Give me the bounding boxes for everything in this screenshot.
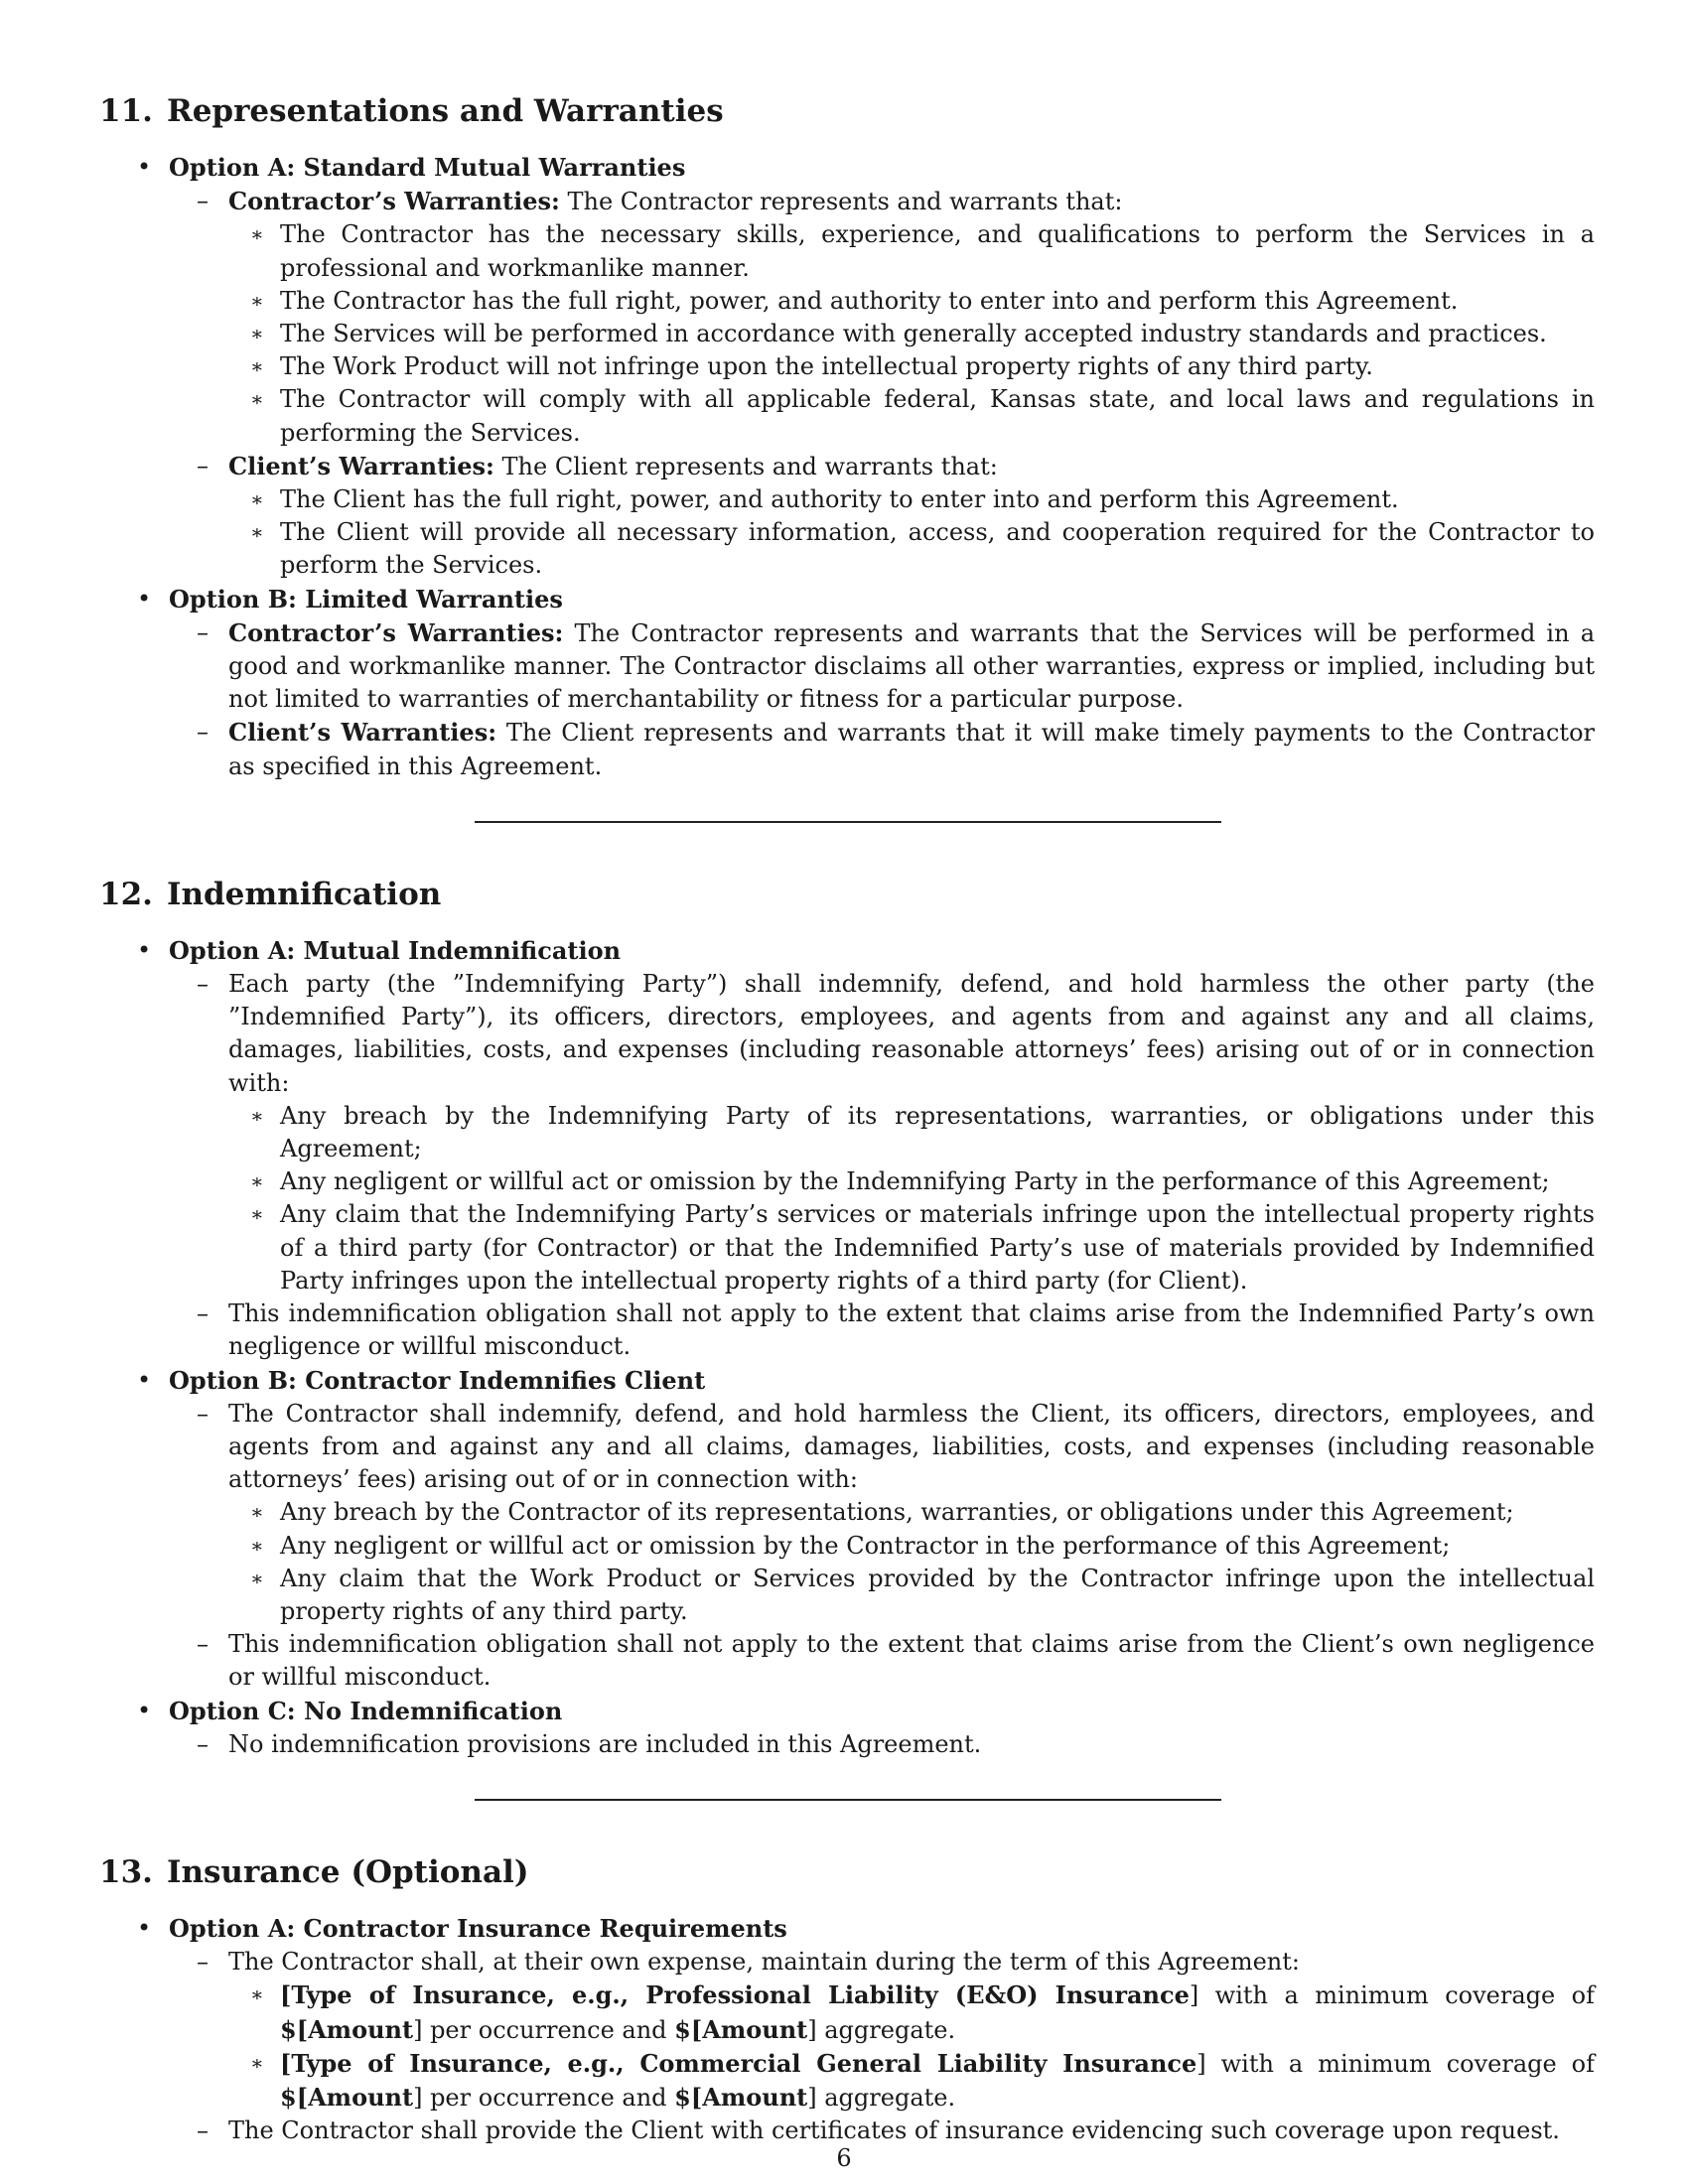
section-heading: 11. Representations and Warranties [99,93,724,129]
dash-icon: – [197,1299,209,1328]
subclause-item: ∗ The Services will be performed in accordance with generally accepted industry standards and practices. [99,318,1595,350]
subclause-item: ∗ Any negligent or willful act or omission by the Indemnifying Party in the performance of this Agreement; [99,1165,1595,1198]
clause-item: – The Contractor shall indemnify, defend, and hold harmless the Client, its officers, directors, employees, and agents from and against any and all claims, damages, liabilities, costs, and expenses (including reasonable attorneys’ fees) arising out of or in connection with: [197,1399,1595,1494]
section-12 [99,875,1595,1761]
section-heading: 12. Indemnification [99,876,442,912]
subclause-item: ∗ Any negligent or willful act or omission by the Contractor in the performance of this Agreement; [99,1530,1595,1563]
dash-icon: – [197,187,209,215]
subclause-item: ∗ The Work Product will not infringe upon the intellectual property rights of any third party. [99,350,1595,383]
subclause-item: ∗ The Contractor will comply with all applicable federal, Kansas state, and local laws and regulations in performing the Services. [250,385,1595,447]
bullet-icon: • [137,1696,152,1724]
clause-item: – The Contractor shall provide the Client with certificates of insurance evidencing such coverage upon request. [99,2115,1595,2147]
option-item: • Option B: Limited Warranties [99,583,1595,616]
dash-icon: – [197,1729,209,1758]
clause-item: – This indemnification obligation shall not apply to the extent that claims arise from the Indemnified Party’s own negligence or willful misconduct. [197,1299,1595,1361]
subclause-item: ∗ Any claim that the Work Product or Services provided by the Contractor infringe upon the intellectual property rights of any third party. [250,1564,1595,1625]
dash-icon: – [197,718,209,747]
asterisk-icon: ∗ [250,387,264,412]
dash-icon: – [197,1399,209,1428]
section-13 [99,1852,1595,2147]
subclause-item: ∗ Any breach by the Contractor of its representations, warranties, or obligations under this Agreement; [99,1496,1595,1529]
clause-item: – No indemnification provisions are included in this Agreement. [99,1728,1595,1761]
asterisk-icon: ∗ [250,2050,264,2075]
section-divider [475,1799,1221,1801]
insurance-requirement: ∗ [Type of Insurance, e.g., Commercial General Liability Insurance] with a minimum coverage of $[Amount] per occurrence and $[Amount] aggregate. [250,2048,1595,2112]
bullet-icon: • [137,935,152,964]
clause-item: – Each party (the ”Indemnifying Party”) shall indemnify, defend, and hold harmless the other party (the ”Indemnified Party”), its officers, directors, employees, and agents from and against any and all claims, damages, liabilities, costs, and expenses (including reasonable attorneys’ fees) arising out of or in connection with: [197,970,1595,1097]
clause-item: – Contractor’s Warranties: The Contractor represents and warrants that the Services will be performed in a good and workmanlike manner. The Contractor disclaims all other warranties, express or implied, including but not limited to warranties of merchantability or fitness for a particular purpose. [197,617,1595,714]
dash-icon: – [197,2116,209,2145]
section-11 [99,91,1595,783]
clause-item: – Contractor’s Warranties: The Contractor represents and warrants that: [99,185,1595,218]
dash-icon: – [197,617,209,646]
bullet-icon: • [137,153,152,181]
clause-item: – Client’s Warranties: The Client represents and warrants that: [99,450,1595,483]
document-page [99,91,1595,2147]
asterisk-icon: ∗ [250,288,264,313]
asterisk-icon: ∗ [250,1533,264,1558]
asterisk-icon: ∗ [250,1566,264,1590]
asterisk-icon: ∗ [250,487,264,512]
asterisk-icon: ∗ [250,354,264,379]
insurance-requirement: ∗ [Type of Insurance, e.g., Professional Liability (E&O) Insurance] with a minimum coverage of $[Amount] per occurrence and $[Amount] aggregate. [250,1980,1595,2044]
option-item: • Option B: Contractor Indemnifies Client [99,1364,1595,1398]
clause-item: – Client’s Warranties: The Client represents and warrants that it will make timely payments to the Contractor as specified in this Agreement. [197,718,1596,780]
section-divider [475,821,1221,823]
asterisk-icon: ∗ [250,1103,264,1128]
bullet-icon: • [137,584,152,613]
option-item: • Option A: Mutual Indemnification [99,934,1595,968]
page-number: 6 [836,2144,852,2172]
asterisk-icon: ∗ [250,1169,264,1194]
subclause-item: ∗ Any breach by the Indemnifying Party of its representations, warranties, or obligations under this Agreement; [250,1101,1595,1163]
subclause-item: ∗ Any claim that the Indemnifying Party’s services or materials infringe upon the intellectual property rights of a third party (for Contractor) or that the Indemnified Party’s use of materials provided by Indemnified Party infringes upon the intellectual property rights of a third party (for Client). [250,1200,1595,1295]
dash-icon: – [197,1630,209,1659]
dash-icon: – [197,1948,209,1977]
clause-item: – The Contractor shall, at their own expense, maintain during the term of this Agreement: [99,1946,1595,1979]
dash-icon: – [197,970,209,999]
option-item: • Option A: Standard Mutual Warranties [99,151,1595,185]
clause-item: – This indemnification obligation shall not apply to the extent that claims arise from the Client’s own negligence or willful misconduct. [197,1630,1595,1692]
bullet-icon: • [137,1365,152,1394]
option-item: • Option A: Contractor Insurance Requirements [99,1912,1595,1946]
dash-icon: – [197,451,209,479]
subclause-item: ∗ The Contractor has the necessary skills, experience, and qualifications to perform the Services in a professional and workmanlike manner. [250,220,1595,282]
subclause-item: ∗ The Client has the full right, power, and authority to enter into and perform this Agreement. [99,483,1595,516]
asterisk-icon: ∗ [250,322,264,346]
subclause-item: ∗ The Client will provide all necessary information, access, and cooperation required for the Contractor to perform the Services. [250,518,1595,580]
option-item: • Option C: No Indemnification [99,1695,1595,1728]
asterisk-icon: ∗ [250,1500,264,1525]
subclause-item: ∗ The Contractor has the full right, power, and authority to enter into and perform this Agreement. [99,285,1595,318]
bullet-icon: • [137,1913,152,1942]
asterisk-icon: ∗ [250,222,264,247]
asterisk-icon: ∗ [250,1982,264,2007]
asterisk-icon: ∗ [250,520,264,545]
section-heading: 13. Insurance (Optional) [99,1853,529,1890]
asterisk-icon: ∗ [250,1202,264,1227]
